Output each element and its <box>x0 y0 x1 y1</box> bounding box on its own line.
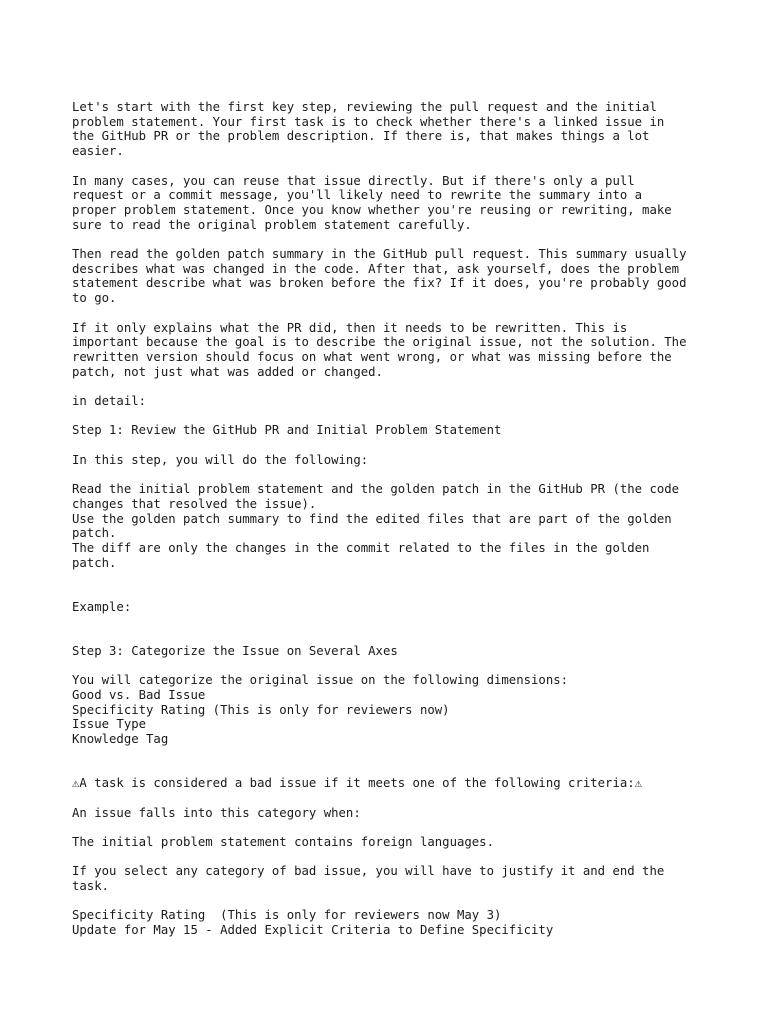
text-line: An issue falls into this category when: <box>72 805 361 820</box>
text-line: Specificity Rating (This is only for reviewers now May 3) <box>72 908 502 923</box>
text-line: important because the goal is to describe the original issue, not the solution. The <box>72 335 687 350</box>
paragraph-step3-heading <box>72 644 712 659</box>
paragraph-bad-issue-warning <box>72 776 712 791</box>
text-line: Read the initial problem statement and the golden patch in the GitHub PR (the code <box>72 482 680 497</box>
paragraph-golden-patch <box>72 247 712 306</box>
text-line: Knowledge Tag <box>72 732 169 747</box>
paragraph-step1-intro <box>72 453 712 468</box>
text-line: Step 3: Categorize the Issue on Several Axes <box>72 643 398 658</box>
text-line: statement describe what was broken before the fix? If it does, you're probably good <box>72 276 687 291</box>
text-line: In this step, you will do the following: <box>72 452 369 467</box>
text-line: Issue Type <box>72 717 147 732</box>
paragraph-reuse <box>72 174 712 233</box>
text-line: proper problem statement. Once you know whether you're reusing or rewriting, make <box>72 202 672 217</box>
paragraph-intro <box>72 100 712 159</box>
text-line: The initial problem statement contains foreign languages. <box>72 834 494 849</box>
text-line: If it only explains what the PR did, then it needs to be rewritten. This is <box>72 320 628 335</box>
text-line: Then read the golden patch summary in the GitHub pull request. This summary usually <box>72 247 687 261</box>
text-line: to go. <box>72 291 117 306</box>
text-line: problem statement. Your first task is to check whether there's a linked issue in <box>72 114 665 129</box>
paragraph-step1-items <box>72 482 712 570</box>
paragraph-justify <box>72 864 712 893</box>
paragraph-category-when <box>72 806 712 821</box>
text-line: patch, not just what was added or changed. <box>72 364 383 379</box>
text-line: patch. <box>72 555 117 570</box>
text-line: changes that resolved the issue). <box>72 496 317 511</box>
text-line: rewritten version should focus on what went wrong, or what was missing before the <box>72 349 672 364</box>
paragraph-example <box>72 600 712 615</box>
paragraph-in-detail <box>72 394 712 409</box>
paragraph-step1-heading <box>72 423 712 438</box>
text-line: Let's start with the first key step, reviewing the pull request and the initial <box>72 100 657 114</box>
paragraph-step3-dimensions <box>72 673 712 747</box>
text-line: sure to read the original problem statement carefully. <box>72 217 472 232</box>
text-line: request or a commit message, you'll likely need to rewrite the summary into a <box>72 188 643 203</box>
text-line: Step 1: Review the GitHub PR and Initial Problem Statement <box>72 423 502 438</box>
text-line: Update for May 15 - Added Explicit Criteria to Define Specificity <box>72 923 554 938</box>
text-line: ⚠A task is considered a bad issue if it meets one of the following criteria:⚠ <box>72 776 643 791</box>
text-line: Example: <box>72 599 132 614</box>
text-line: You will categorize the original issue on the following dimensions: <box>72 673 569 688</box>
text-line: Specificity Rating (This is only for reviewers now) <box>72 702 450 717</box>
text-line: describes what was changed in the code. After that, ask yourself, does the problem <box>72 261 680 276</box>
text-line: Good vs. Bad Issue <box>72 687 206 702</box>
paragraph-foreign-languages <box>72 835 712 850</box>
document-page <box>72 100 712 953</box>
paragraph-rewrite <box>72 321 712 380</box>
text-line: task. <box>72 879 110 894</box>
text-line: If you select any category of bad issue, you will have to justify it and end the <box>72 864 665 879</box>
paragraph-specificity <box>72 908 712 937</box>
text-line: patch. <box>72 526 117 541</box>
text-line: In many cases, you can reuse that issue directly. But if there's only a pull <box>72 173 635 188</box>
text-line: the GitHub PR or the problem description. If there is, that makes things a lot <box>72 129 650 144</box>
text-line: Use the golden patch summary to find the edited files that are part of the golden <box>72 511 672 526</box>
text-line: easier. <box>72 144 124 159</box>
text-line: The diff are only the changes in the commit related to the files in the golden <box>72 540 650 555</box>
document-body <box>72 100 712 938</box>
text-line: in detail: <box>72 394 147 408</box>
